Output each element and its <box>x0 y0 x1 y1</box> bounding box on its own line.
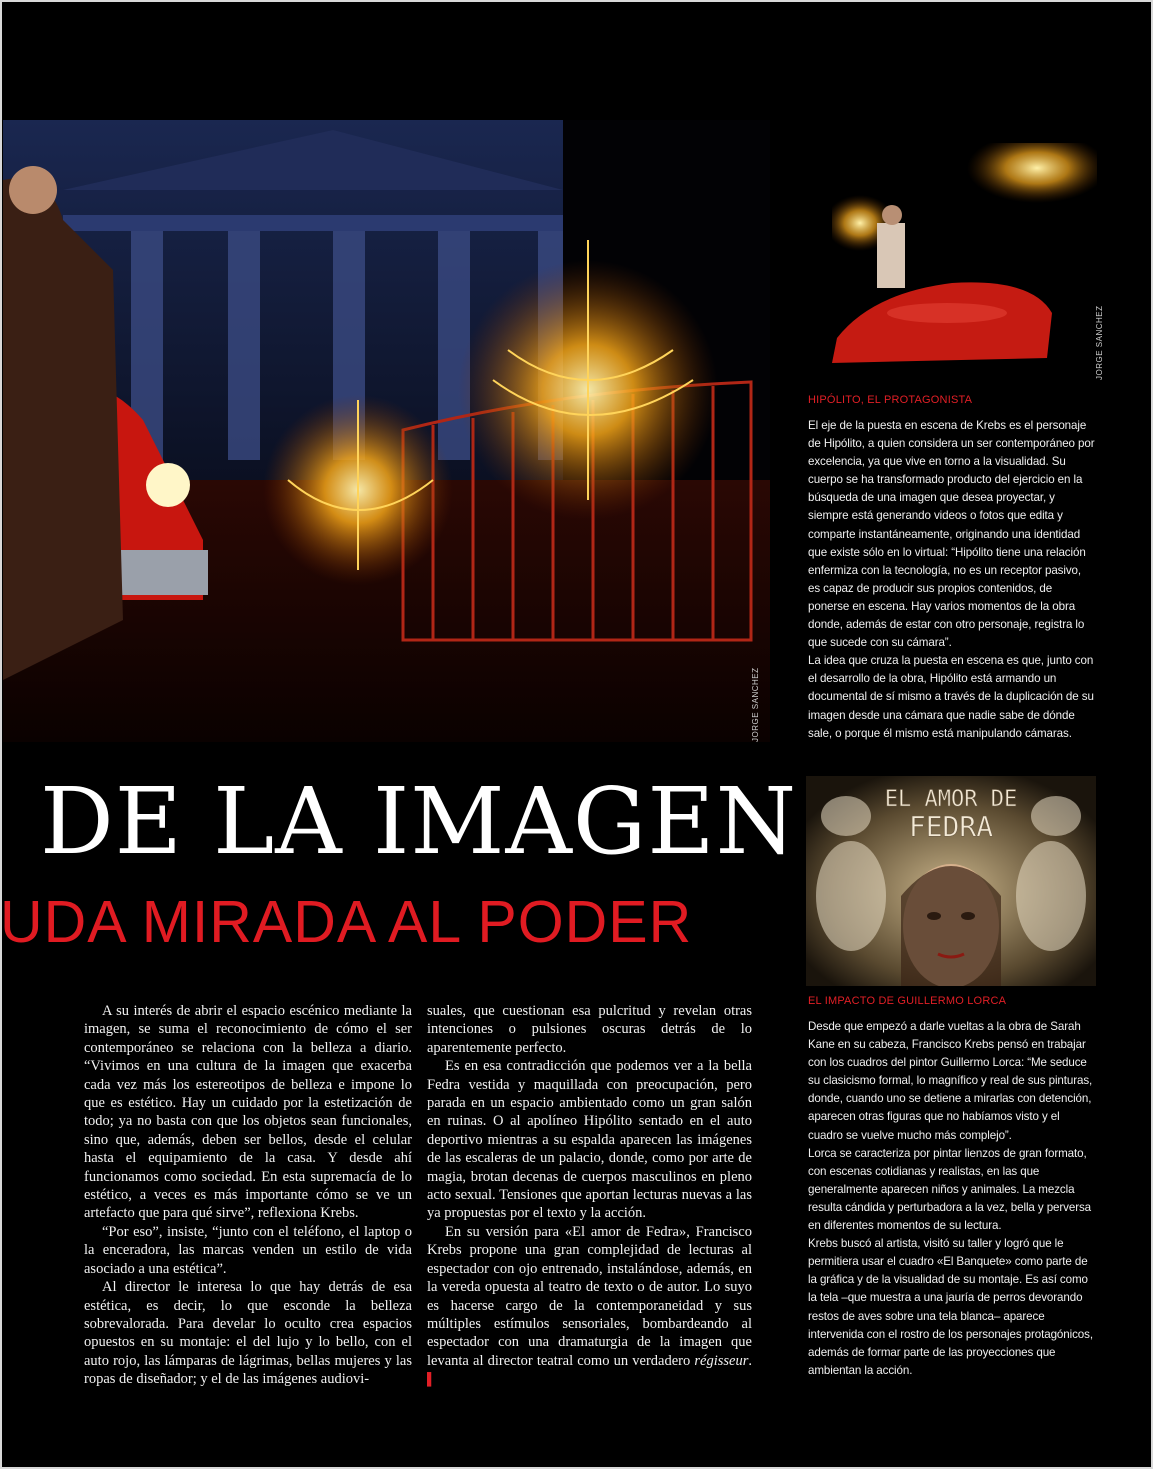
sidebar-paragraph: Krebs buscó al artista, visitó su taller y logró que le permitiera usar el cuadro «El Banquete» como parte de la gráfica y de la visualidad de su montaje. Es así como la tela –que muestra a una jauría de perros devorando restos de aves sobre una tela blanca– aparece intervenida con el rostro de los personajes protagónicos, además de formar parte de las proyecciones que ambientan la acción. <box>808 1237 1093 1377</box>
sidebar-paragraph: La idea que cruza la puesta en escena es que, junto con el desarrollo de la obra, Hipólito está armando un documental de sí mismo a través de la duplicación de su imagen desde una cámara que nadie sabe de dónde sale, o porque él mismo está manipulando cámaras. <box>808 654 1094 740</box>
body-column-1 <box>84 1002 412 1389</box>
hipolito-photo <box>832 143 1097 375</box>
body-paragraph: Es en esa contradicción que podemos ver a la bella Fedra vestida y maquillada con preocupación, pero parada en un espacio ambientado como un gran salón en ruinas. O al apolíneo Hipólito sentado en el auto deportivo mientras a su espalda aparecen las imágenes de las escaleras de un palacio, donde, como por arte de magia, brotan decenas de cuerpos masculinos en pleno acto sexual. Tensiones que aportan lecturas nuevas a las ya propuestas por el texto y la acción. <box>427 1058 752 1222</box>
article-title: DE LA IMAGEN <box>40 768 798 875</box>
photo-credit-main: JORGE SANCHEZ <box>751 667 760 742</box>
body-paragraph: “Por eso”, insiste, “junto con el teléfono, el laptop o la enceradora, las marcas venden un estilo de vida asociado a una estética”. <box>84 1223 412 1277</box>
sidebar-heading-lorca: EL IMPACTO DE GUILLERMO LORCA <box>808 995 1007 1007</box>
body-column-2 <box>427 1002 752 1389</box>
body-paragraph: suales, que cuestionan esa pulcritud y revelan otras intenciones o pulsiones oscuras detrás de lo aparentemente perfecto. <box>427 1003 752 1056</box>
photo-credit-small: JORGE SANCHEZ <box>1095 305 1104 380</box>
closing-text: En su versión para «El amor de Fedra», Francisco Krebs propone una gran complejidad de lecturas al espectador con ojo entrenado, instalándose, además, en la vereda opuesta al teatro de texto o de autor. Lo suyo es hacerse cargo de la contemporaneidad y sus múltiples estímulos sensoriales, bombardeando al espectador con una dramaturgia de la imagen que levanta al director teatral como un verdadero <box>427 1223 752 1369</box>
poster-title-line2: FEDRA <box>908 810 994 843</box>
body-paragraph: A su interés de abrir el espacio escénico mediante la imagen, se suma el reconocimiento de cómo el ser contemporáneo se relaciona con la belleza a diario. “Vivimos en una cultura de la imagen que exacerba cada vez más los estereotipos de belleza e impone lo que es estético. Hay un cuidado por la estetización de todo; ya no basta con que los objetos sean funcionales, sino que, además, deben ser bellos, desde el celular hasta el equipamiento de la casa. Y desde ahí funcionamos como sociedad. En esta supremacía de lo estético, a veces es más importante cómo se ve un artefacto que para qué sirve”, reflexiona Krebs. <box>84 1003 412 1222</box>
sidebar-paragraph: Lorca se caracteriza por pintar lienzos de gran formato, con escenas cotidianas y realistas, en las que generalmente aparecen niños y animales. La mezcla resulta cándida y perturbadora a la vez, bella y perversa en diferentes momentos de su lectura. <box>808 1146 1092 1233</box>
sidebar-paragraph: Desde que empezó a darle vueltas a la obra de Sarah Kane en su cabeza, Francisco Krebs pensó en trabajar con los cuadros del pintor Guillermo Lorca: “Me seduce su clasicismo formal, lo magnífico y real de sus pinturas, donde, cuando uno se detiene a mirarlas con detención, aparecen otras figuras que no habíamos visto y el cuadro se vuelve mucho más complejo”. <box>808 1020 1093 1142</box>
closing-italic-word: régisseur <box>694 1352 749 1369</box>
article-subtitle: UDA MIRADA AL PODER <box>0 889 693 955</box>
sidebar-text-hipolito <box>808 417 1096 743</box>
fedra-poster <box>806 776 1096 986</box>
poster-title-line1: EL AMOR DE <box>884 787 1018 812</box>
sidebar-paragraph: El eje de la puesta en escena de Krebs es el personaje de Hipólito, a quien considera un ser contemporáneo por excelencia, ya que vive en torno a la visualidad. Su cuerpo se ha transformado producto del ejercicio en la búsqueda de una imagen que desea proyectar, y siempre está generando videos o fotos que edita y comparte instantáneamente, originando una identidad que existe sólo en lo virtual: “Hipólito tiene una relación enfermiza con la tecnología, no es un receptor pasivo, es capaz de producir sus propios contenidos, de ponerse en escena. Hay varios momentos de la obra donde, además de estar con otro personaje, registra lo que sucede con su cámara”. <box>808 419 1095 650</box>
closing-period: . <box>748 1352 752 1369</box>
sidebar-text-lorca <box>808 1018 1096 1380</box>
stage-photo <box>3 120 770 742</box>
body-paragraph-last <box>427 1223 752 1389</box>
end-mark-icon: ▌ <box>427 1372 436 1387</box>
sidebar-heading-hipolito: HIPÓLITO, EL PROTAGONISTA <box>808 394 973 406</box>
body-paragraph: Al director le interesa lo que hay detrás de esa estética, es decir, lo que esconde la belleza sobrevalorada. Para develar lo oculto crea espacios opuestos en su montaje: el del lujo y lo bello, con el auto rojo, las lámparas de lágrimas, bellas mujeres y las ropas de diseñador; y el de las imágenes audiovi- <box>84 1279 412 1388</box>
